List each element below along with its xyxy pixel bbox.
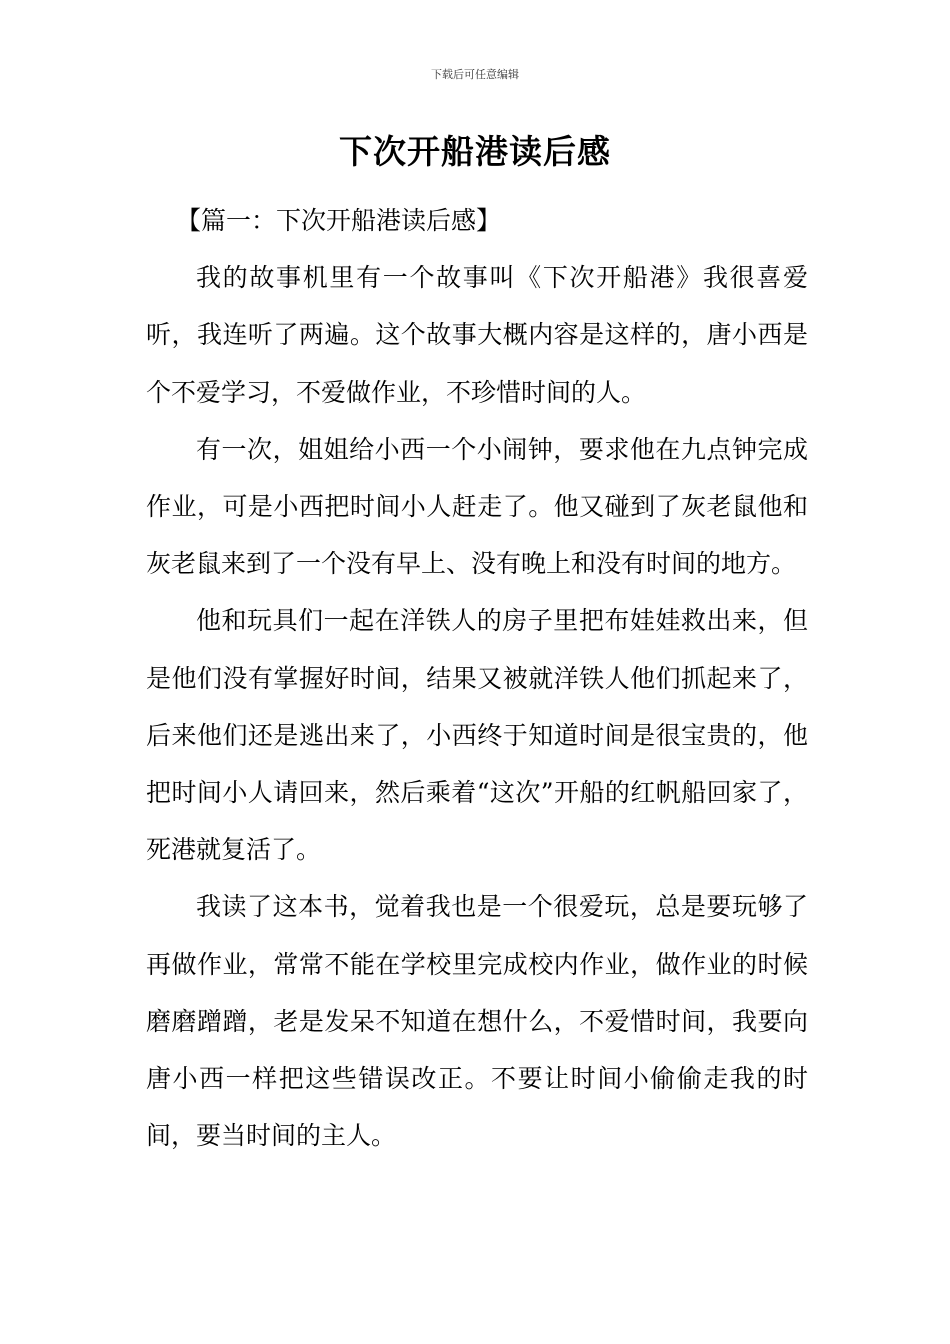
document-title: 下次开船港读后感 [339,132,611,171]
header-note: 下载后可任意编辑 [431,68,519,81]
paragraph-3: 他和玩具们一起在洋铁人的房子里把布娃娃救出来，但是他们没有掌握好时间，结果又被就洋铁人他们抓起来了，后来他们还是逃出来了，小西终于知道时间是很宝贵的，他把时间小人请回来，然后乘着“这次”开船的红帆船回家了，死港就复活了。 [146,606,808,865]
paragraph-1: 我的故事机里有一个故事叫《下次开船港》我很喜爱听，我连听了两遍。这个故事大概内容是这样的，唐小西是个不爱学习，不爱做作业，不珍惜时间的人。 [146,263,808,407]
document-body [146,192,808,1164]
paragraph-2: 有一次，姐姐给小西一个小闹钟，要求他在九点钟完成作业，可是小西把时间小人赶走了。他又碰到了灰老鼠他和灰老鼠来到了一个没有早上、没有晚上和没有时间的地方。 [146,434,808,579]
paragraph-4: 我读了这本书，觉着我也是一个很爱玩，总是要玩够了再做作业，常常不能在学校里完成校内作业，做作业的时候磨磨蹭蹭，老是发呆不知道在想什么，不爱惜时间，我要向唐小西一样把这些错误改正。不要让时间小偷偷走我的时间，要当时间的主人。 [146,892,808,1151]
section-label: 【篇一：下次开船港读后感】 [176,206,502,235]
